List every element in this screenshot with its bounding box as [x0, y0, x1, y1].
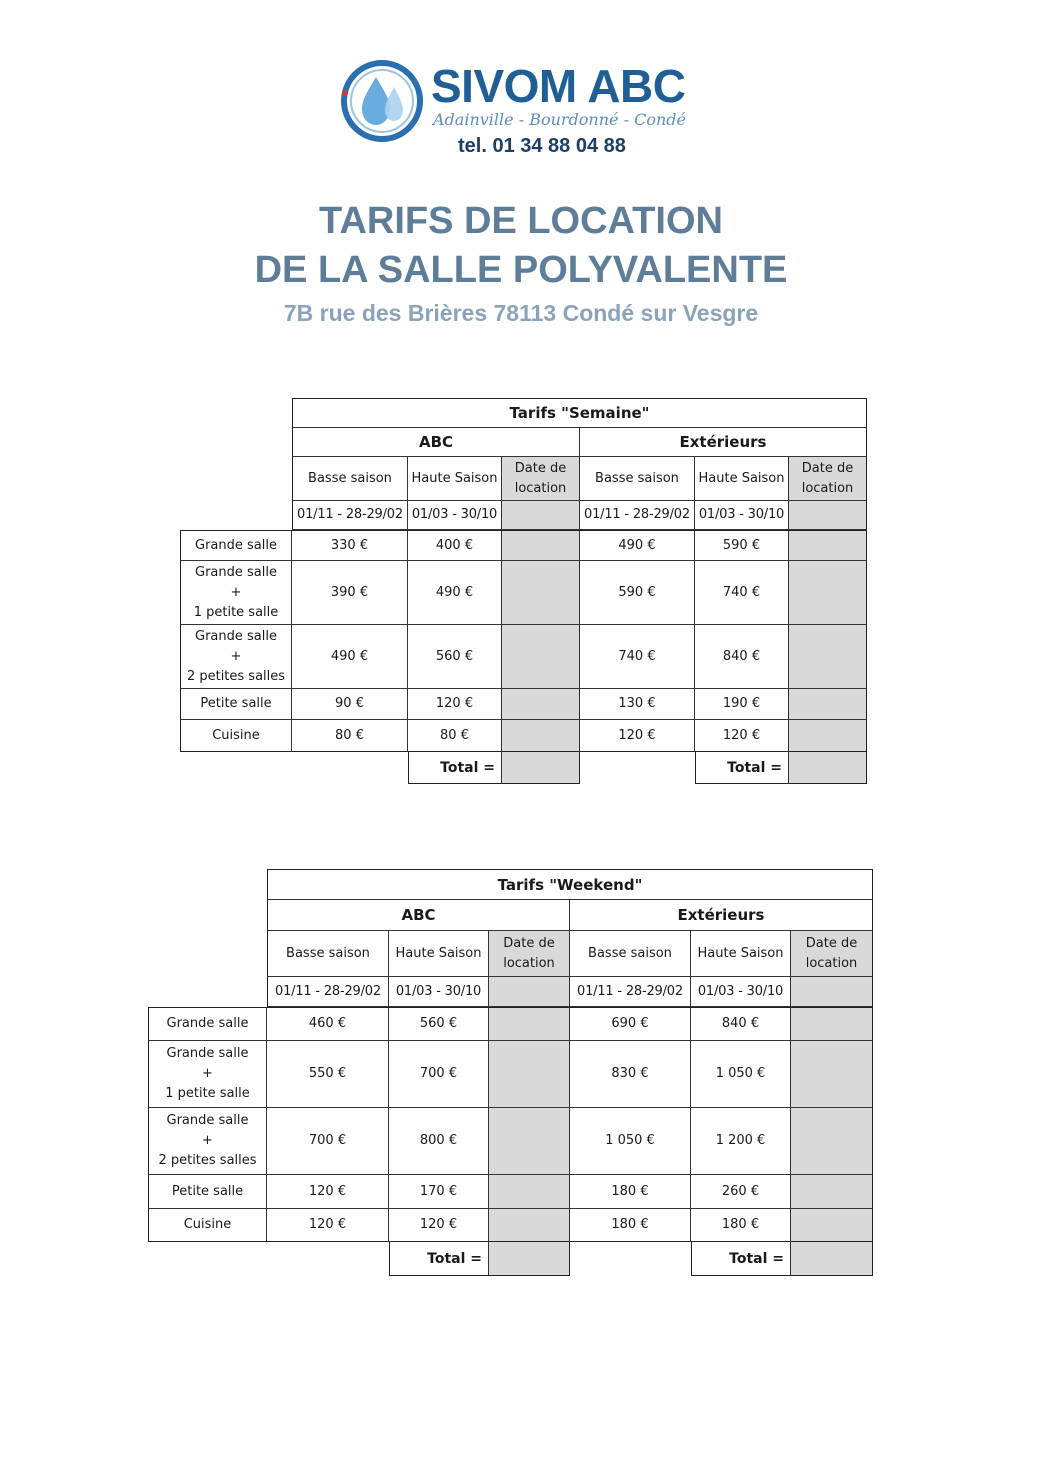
price-ext-haute: 120 € — [695, 720, 789, 752]
page-title-line-1: TARIFS DE LOCATION — [319, 200, 723, 242]
price-ext-basse: 830 € — [570, 1041, 691, 1108]
price-ext-haute: 840 € — [695, 625, 789, 689]
date-location-input[interactable] — [789, 625, 867, 689]
price-abc-basse: 460 € — [267, 1007, 389, 1041]
group-header-abc: ABC — [292, 428, 580, 457]
price-abc-haute: 80 € — [408, 720, 502, 752]
price-abc-basse: 120 € — [267, 1175, 389, 1209]
col-header-haute-saison: Haute Saison — [695, 457, 789, 501]
row-label: Grande salle — [148, 1007, 267, 1041]
price-abc-basse: 120 € — [267, 1209, 389, 1242]
group-header-exterieurs: Extérieurs — [570, 900, 873, 931]
date-location-input[interactable] — [502, 561, 580, 625]
group-header-exterieurs: Extérieurs — [580, 428, 867, 457]
price-abc-basse: 700 € — [267, 1108, 389, 1175]
period-basse-saison: 01/11 - 28-29/02 — [267, 977, 389, 1007]
col-header-basse-saison: Basse saison — [267, 931, 389, 977]
date-location-input[interactable] — [502, 625, 580, 689]
price-ext-basse: 130 € — [580, 689, 695, 720]
total-label-abc: Total = — [389, 1242, 489, 1276]
group-header-abc: ABC — [267, 900, 570, 931]
period-date-blank — [791, 977, 873, 1007]
col-header-date-location: Date de location — [489, 931, 570, 977]
total-value-exterieurs[interactable] — [789, 752, 867, 784]
period-basse-saison: 01/11 - 28-29/02 — [292, 501, 408, 530]
date-location-input[interactable] — [791, 1007, 873, 1041]
date-location-input[interactable] — [502, 720, 580, 752]
price-ext-basse: 180 € — [570, 1209, 691, 1242]
price-abc-haute: 170 € — [389, 1175, 489, 1209]
price-ext-haute: 840 € — [691, 1007, 791, 1041]
total-value-abc[interactable] — [489, 1242, 570, 1276]
price-abc-basse: 490 € — [292, 625, 408, 689]
row-label: Grande salle + 2 petites salles — [180, 625, 292, 689]
period-basse-saison: 01/11 - 28-29/02 — [580, 501, 695, 530]
period-haute-saison: 01/03 - 30/10 — [695, 501, 789, 530]
date-location-input[interactable] — [789, 561, 867, 625]
date-location-input[interactable] — [791, 1175, 873, 1209]
price-ext-haute: 590 € — [695, 530, 789, 561]
price-ext-basse: 180 € — [570, 1175, 691, 1209]
logo-subtitle: Adainville - Bourdonné - Condé — [433, 110, 686, 129]
col-header-basse-saison: Basse saison — [292, 457, 408, 501]
col-header-date-location: Date de location — [502, 457, 580, 501]
date-location-input[interactable] — [791, 1209, 873, 1242]
water-drop-logo-icon — [338, 55, 428, 145]
price-abc-haute: 800 € — [389, 1108, 489, 1175]
price-ext-basse: 590 € — [580, 561, 695, 625]
total-label-exterieurs: Total = — [695, 752, 789, 784]
price-abc-basse: 390 € — [292, 561, 408, 625]
price-ext-haute: 190 € — [695, 689, 789, 720]
total-value-abc[interactable] — [502, 752, 580, 784]
date-location-input[interactable] — [789, 720, 867, 752]
price-abc-haute: 700 € — [389, 1041, 489, 1108]
period-date-blank — [502, 501, 580, 530]
row-label: Grande salle + 1 petite salle — [180, 561, 292, 625]
price-ext-haute: 260 € — [691, 1175, 791, 1209]
date-location-input[interactable] — [502, 530, 580, 561]
price-abc-basse: 90 € — [292, 689, 408, 720]
date-location-input[interactable] — [489, 1007, 570, 1041]
col-header-date-location: Date de location — [789, 457, 867, 501]
date-location-input[interactable] — [502, 689, 580, 720]
date-location-input[interactable] — [789, 689, 867, 720]
price-ext-haute: 1 050 € — [691, 1041, 791, 1108]
table-title: Tarifs "Semaine" — [292, 398, 867, 428]
row-label: Grande salle + 1 petite salle — [148, 1041, 267, 1108]
period-haute-saison: 01/03 - 30/10 — [389, 977, 489, 1007]
row-label: Grande salle — [180, 530, 292, 561]
table-title: Tarifs "Weekend" — [267, 869, 873, 900]
col-header-date-location: Date de location — [791, 931, 873, 977]
period-haute-saison: 01/03 - 30/10 — [408, 501, 502, 530]
total-label-exterieurs: Total = — [691, 1242, 791, 1276]
price-abc-basse: 80 € — [292, 720, 408, 752]
period-haute-saison: 01/03 - 30/10 — [691, 977, 791, 1007]
col-header-haute-saison: Haute Saison — [691, 931, 791, 977]
date-location-input[interactable] — [791, 1041, 873, 1108]
price-abc-haute: 560 € — [389, 1007, 489, 1041]
address: 7B rue des Brières 78113 Condé sur Vesgre — [283, 300, 759, 326]
date-location-input[interactable] — [489, 1041, 570, 1108]
row-label: Petite salle — [180, 689, 292, 720]
period-basse-saison: 01/11 - 28-29/02 — [570, 977, 691, 1007]
phone-number: tel. 01 34 88 04 88 — [458, 135, 626, 157]
price-ext-haute: 740 € — [695, 561, 789, 625]
date-location-input[interactable] — [489, 1175, 570, 1209]
price-abc-basse: 330 € — [292, 530, 408, 561]
col-header-basse-saison: Basse saison — [570, 931, 691, 977]
col-header-basse-saison: Basse saison — [580, 457, 695, 501]
price-abc-haute: 490 € — [408, 561, 502, 625]
date-location-input[interactable] — [791, 1108, 873, 1175]
date-location-input[interactable] — [789, 530, 867, 561]
total-label-abc: Total = — [408, 752, 502, 784]
period-date-blank — [789, 501, 867, 530]
price-ext-haute: 180 € — [691, 1209, 791, 1242]
price-abc-basse: 550 € — [267, 1041, 389, 1108]
price-abc-haute: 560 € — [408, 625, 502, 689]
sivom-logo — [338, 55, 698, 165]
row-label: Cuisine — [148, 1209, 267, 1242]
row-label: Grande salle + 2 petites salles — [148, 1108, 267, 1175]
price-abc-haute: 120 € — [408, 689, 502, 720]
logo-name: SIVOM ABC — [431, 60, 686, 112]
price-abc-haute: 120 € — [389, 1209, 489, 1242]
row-label: Petite salle — [148, 1175, 267, 1209]
price-abc-haute: 400 € — [408, 530, 502, 561]
price-ext-basse: 490 € — [580, 530, 695, 561]
date-location-input[interactable] — [489, 1209, 570, 1242]
price-ext-basse: 120 € — [580, 720, 695, 752]
price-ext-basse: 690 € — [570, 1007, 691, 1041]
period-date-blank — [489, 977, 570, 1007]
total-value-exterieurs[interactable] — [791, 1242, 873, 1276]
price-ext-basse: 740 € — [580, 625, 695, 689]
date-location-input[interactable] — [489, 1108, 570, 1175]
col-header-haute-saison: Haute Saison — [408, 457, 502, 501]
page-title-line-2: DE LA SALLE POLYVALENTE — [254, 249, 788, 291]
row-label: Cuisine — [180, 720, 292, 752]
price-ext-haute: 1 200 € — [691, 1108, 791, 1175]
price-ext-basse: 1 050 € — [570, 1108, 691, 1175]
col-header-haute-saison: Haute Saison — [389, 931, 489, 977]
